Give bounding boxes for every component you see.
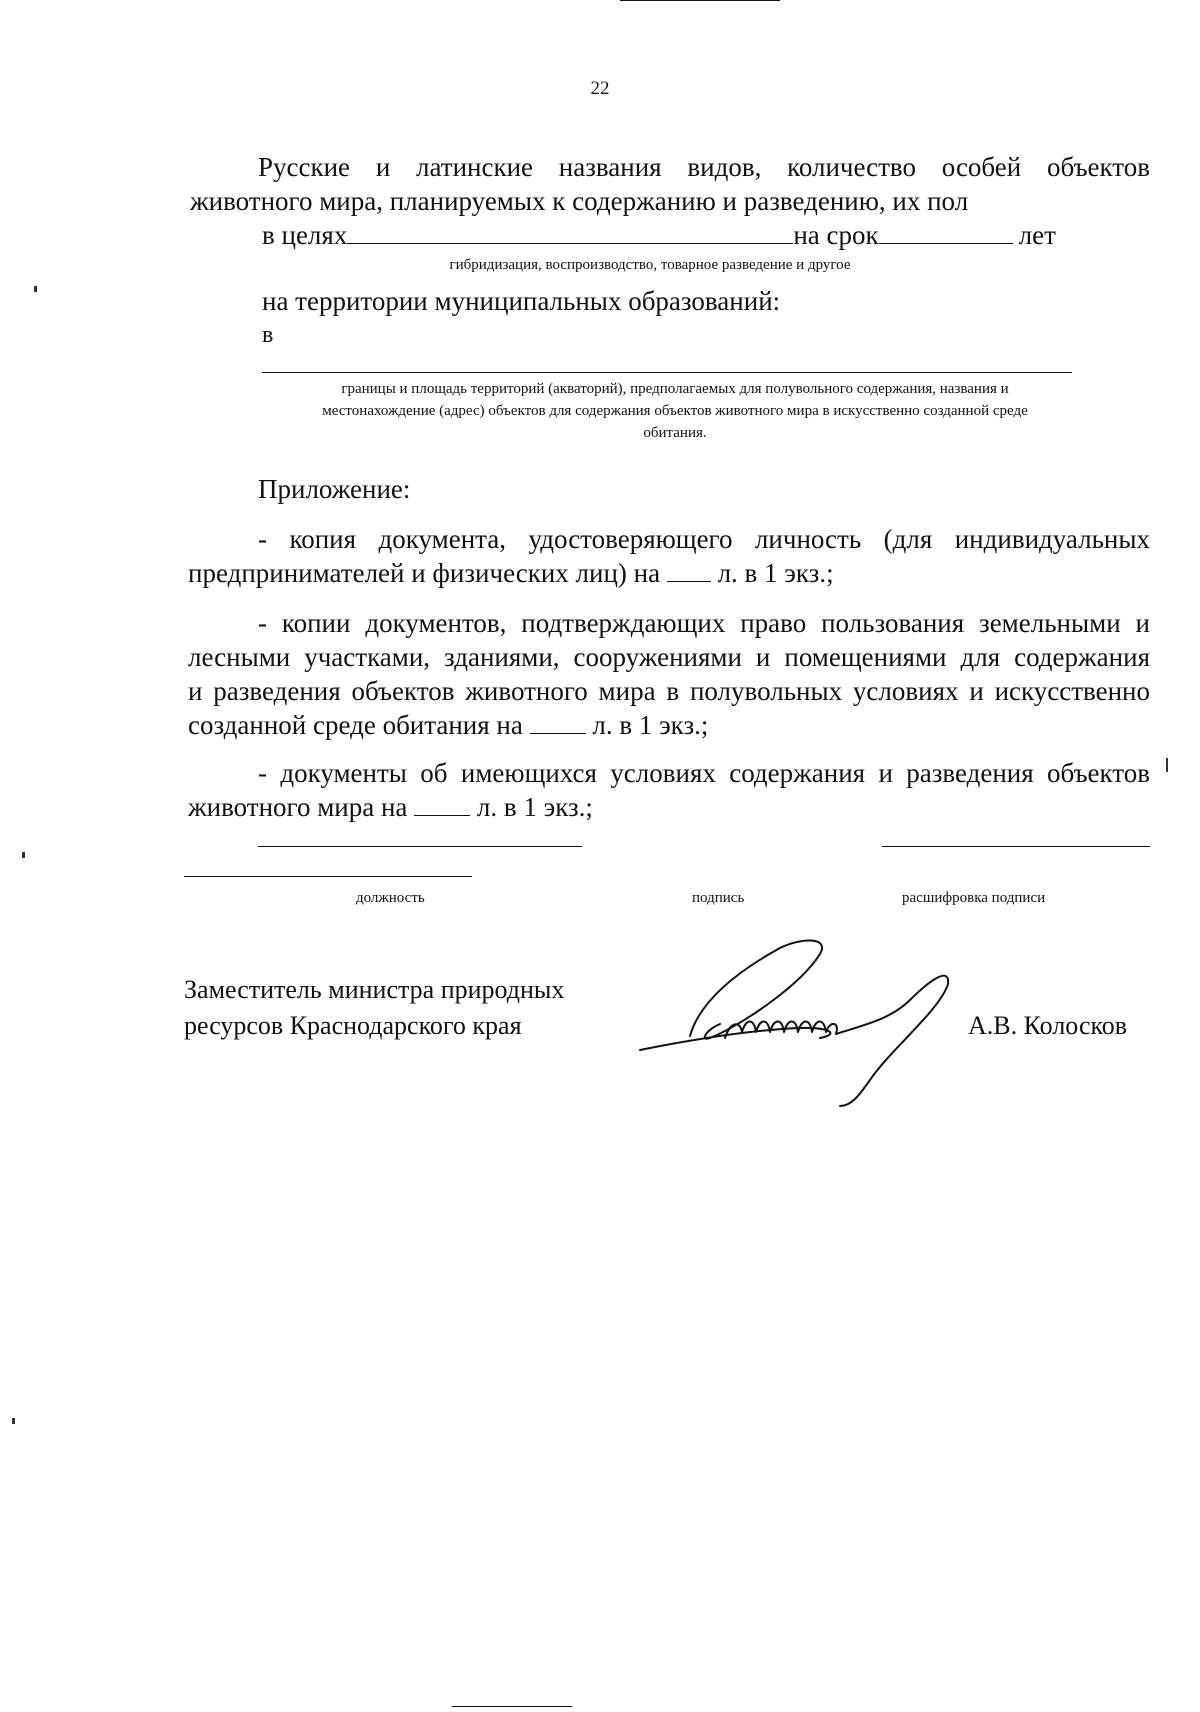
decoding-label: расшифровка подписи <box>902 890 1046 906</box>
territory-label: на территории муниципальных образований: <box>262 286 781 316</box>
territory-caption-line-1: границы и площадь территорий (акваторий), предполагаемых для полувольного содержания, названия и <box>341 381 1009 397</box>
decoding-blank-line[interactable] <box>882 846 1150 847</box>
item-2-pages-blank[interactable] <box>530 711 586 734</box>
item-1-pages-blank[interactable] <box>667 559 711 582</box>
appendix-item-2-line-4: созданной среде обитания на л. в 1 экз.; <box>188 710 709 740</box>
signatory-title-line-2: ресурсов Краснодарского края <box>184 1011 522 1040</box>
territory-prefix: в <box>262 322 274 348</box>
appendix-item-2-line-1: - копии документов, подтверждающих право пользования земельными и <box>258 608 1150 638</box>
position-blank-line[interactable] <box>184 876 472 877</box>
signature-label: подпись <box>692 890 745 906</box>
purpose-blank[interactable] <box>347 221 793 244</box>
position-label: должность <box>356 890 425 906</box>
signatory-title-line-1: Заместитель министра природных <box>184 975 565 1004</box>
term-blank[interactable] <box>879 221 1013 244</box>
territory-caption-line-3: обитания. <box>643 425 707 441</box>
scan-speck <box>1166 758 1168 772</box>
purpose-caption: гибридизация, воспроизводство, товарное разведение и другое <box>449 257 851 273</box>
species-paragraph-line-2: животного мира, планируемых к содержанию и разведению, их пол <box>190 186 969 216</box>
appendix-item-2-line-2: лесными участками, зданиями, сооружениями и помещениями для содержания <box>188 642 1150 672</box>
appendix-item-3-line-1: - документы об имеющихся условиях содержания и разведения объектов <box>258 758 1150 788</box>
purpose-prefix: в целях <box>262 220 348 250</box>
territory-blank-line[interactable] <box>262 372 1072 373</box>
scan-edge-mark <box>452 1706 572 1707</box>
signature-blank-line[interactable] <box>258 846 582 847</box>
purpose-line <box>262 220 1056 251</box>
appendix-item-1-line-2: предпринимателей и физических лиц) на л. в 1 экз.; <box>188 558 834 588</box>
scan-edge-mark <box>620 0 780 1</box>
territory-caption-line-2: местонахождение (адрес) объектов для содержания объектов животного мира в искусственно созданной среде <box>322 403 1028 419</box>
signatory-name: А.В. Колосков <box>968 1011 1128 1040</box>
scan-speck <box>34 286 37 292</box>
appendix-item-1-line-1: - копия документа, удостоверяющего личность (для индивидуальных <box>258 524 1150 554</box>
term-prefix: на срок <box>793 220 879 250</box>
appendix-item-2-line-3: и разведения объектов животного мира в полувольных условиях и искусственно <box>188 676 1150 706</box>
scan-speck <box>22 852 25 858</box>
page-number: 22 <box>590 78 610 99</box>
appendix-item-3-line-2: животного мира на л. в 1 экз.; <box>188 792 593 822</box>
term-suffix: лет <box>1018 220 1056 250</box>
handwritten-signature <box>630 930 1010 1110</box>
appendix-title: Приложение: <box>258 474 411 504</box>
scan-speck <box>12 1418 15 1424</box>
signatory-title <box>184 972 564 1044</box>
species-paragraph-line-1: Русские и латинские названия видов, количество особей объектов <box>258 152 1150 182</box>
item-3-pages-blank[interactable] <box>414 793 470 816</box>
